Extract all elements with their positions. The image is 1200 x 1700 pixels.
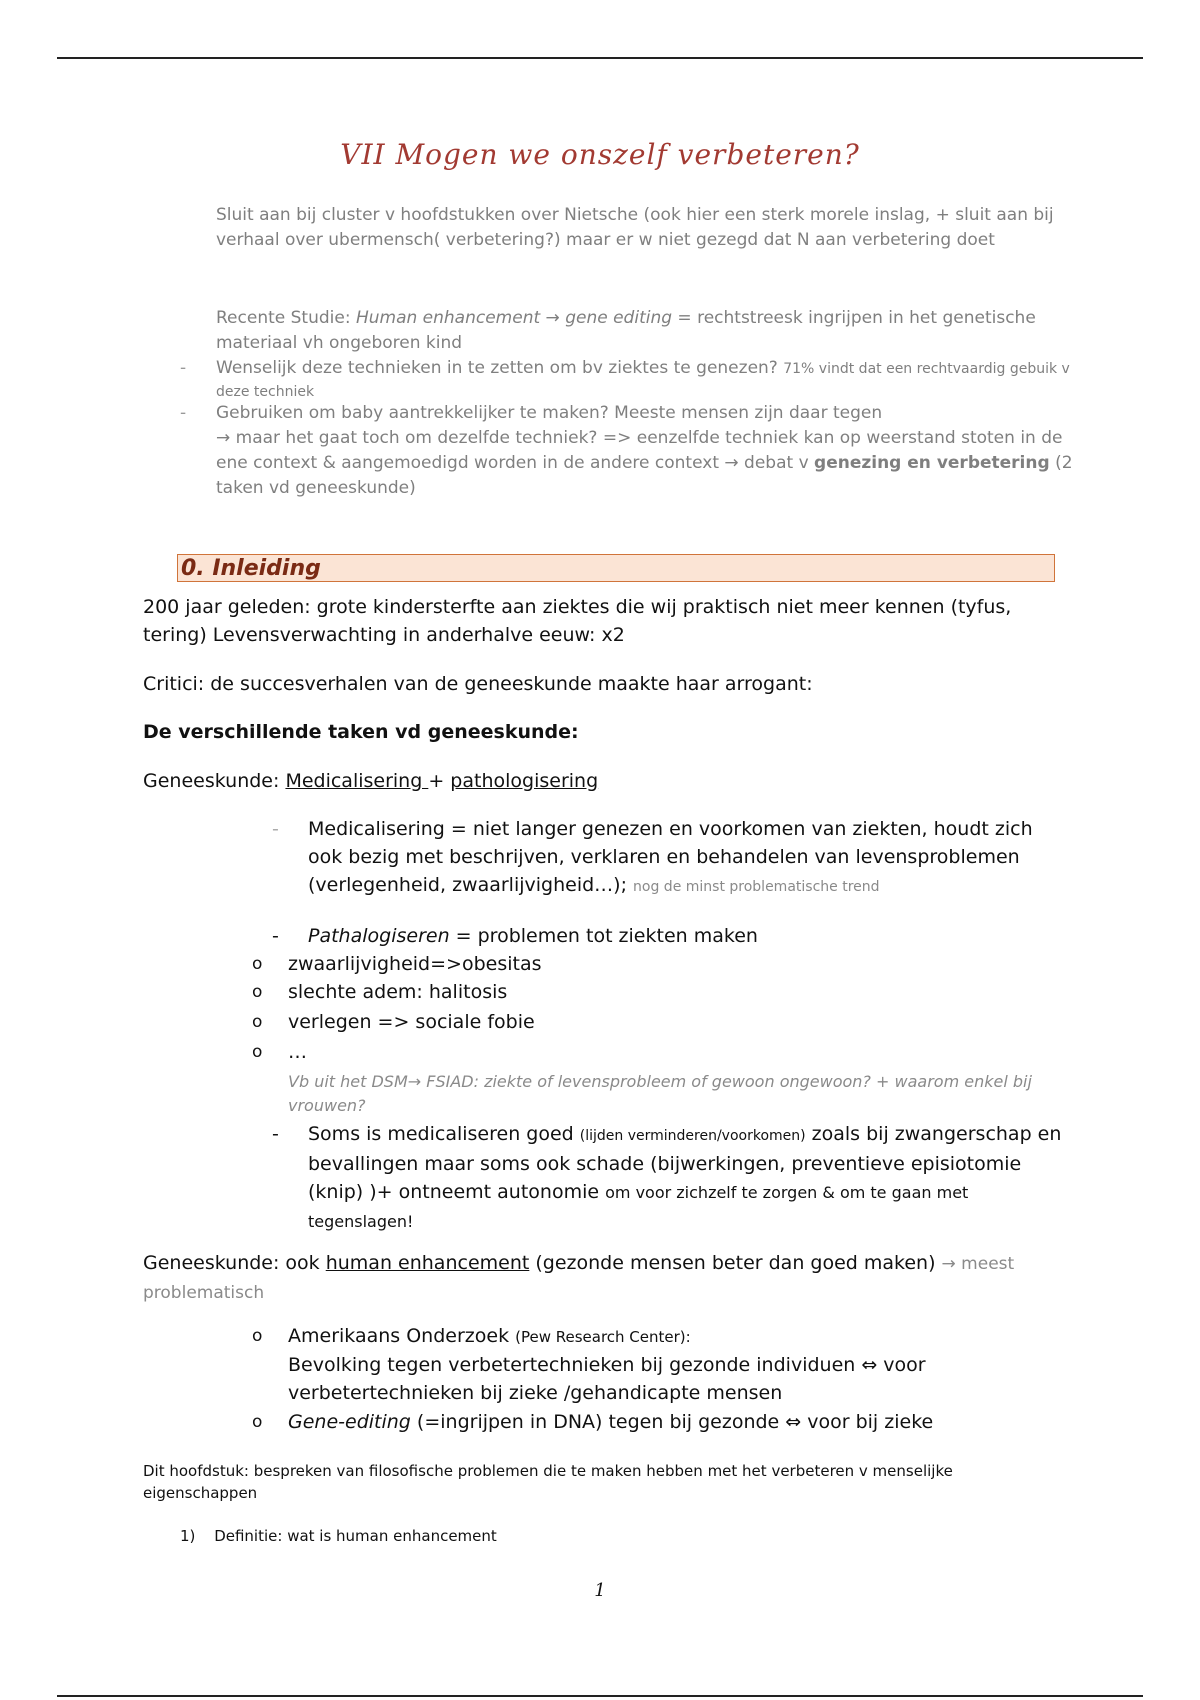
o-bullet: o	[252, 1012, 263, 1032]
o-bullet-amerikaans	[252, 1322, 1048, 1407]
o-bullet: o	[252, 1412, 263, 1432]
intro-prefix: Recente Studie:	[216, 308, 356, 328]
o2-text: slechte adem: halitosis	[288, 981, 508, 1003]
medicalisering-note: nog de minst problematische trend	[633, 879, 880, 895]
pathalogiseren-rest: = problemen tot ziekten maken	[449, 925, 758, 947]
paragraph-critici: Critici: de succesverhalen van de geneeskunde maakte haar arrogant:	[143, 673, 813, 695]
heading-taken: De verschillende taken vd geneeskunde:	[143, 721, 579, 743]
he-underlined: human enhancement	[325, 1252, 530, 1274]
am-line2: Bevolking tegen verbetertechnieken bij gezonde individuen ⇔ voor verbetertechnieken bij zieke /gehandicapte mensen	[288, 1354, 926, 1404]
intro-b1-small: 71% vindt dat een rechtvaardig gebuik v deze techniek	[216, 361, 1070, 400]
section-heading-inleiding: 0. Inleiding	[177, 554, 1055, 582]
intro-b2-text: → maar het gaat toch om dezelfde techniek? => eenzelfde techniek kan op weerstand stoten in de ene context & aangemoedigd worden in de andere context → debat v	[216, 428, 1063, 473]
dash-bullet: -	[180, 403, 187, 423]
top-rule	[57, 57, 1143, 59]
intro-paragraph-2	[216, 306, 1076, 356]
dash-bullet: -	[272, 925, 279, 947]
dash-bullet: -	[180, 358, 187, 378]
o-bullet-2	[252, 978, 508, 1006]
ge-rest: (=ingrijpen in DNA) tegen bij gezonde ⇔ voor bij zieke	[410, 1411, 934, 1433]
soms-text-c: om voor zichzelf te zorgen & om te gaan met tegenslagen!	[308, 1183, 969, 1231]
o3-text: verlegen => sociale fobie	[288, 1011, 535, 1033]
o-bullet-4	[252, 1038, 307, 1066]
am-small: (Pew Research Center):	[515, 1328, 691, 1346]
page-number: 1	[594, 1580, 606, 1601]
intro-text-1: Sluit aan bij cluster v hoofdstukken over Nietsche (ook hier een sterk morele inslag, + sluit aan bij verhaal over ubermensch( verbetering?) maar er w niet gezegd dat N aan verbetering doet	[216, 205, 1054, 250]
intro-b2-tail: (2 taken vd geneeskunde)	[216, 453, 1073, 498]
paragraph-geneeskunde	[143, 767, 598, 795]
page-title: VII Mogen we onszelf verbeteren?	[340, 138, 860, 171]
o-bullet: o	[252, 982, 263, 1002]
o-bullet: o	[252, 1326, 263, 1346]
soms-text-b: zoals bij zwangerschap en bevallingen maar soms ook schade (bijwerkingen, preventieve episiotomie (knip) )+ ontneemt autonomie	[308, 1123, 1062, 1203]
he-gray: → meest problematisch	[143, 1254, 1015, 1303]
o-bullet-gene-editing	[252, 1408, 1048, 1436]
list-item-text: Definitie: wat is human enhancement	[214, 1527, 497, 1545]
intro-b2-bold: genezing en verbetering	[814, 453, 1050, 473]
o-bullet-1	[252, 950, 542, 978]
intro-human-enhancement: Human enhancement	[355, 308, 541, 328]
intro-bullet-2	[180, 401, 1076, 501]
vb-dsm: Vb uit het DSM→ FSIAD: ziekte of levensprobleem of gewoon ongewoon? + waarom enkel bij vrouwen?	[288, 1072, 1032, 1115]
paragraph-dit-hoofdstuk: Dit hoofdstuk: bespreken van filosofische problemen die te maken hebben met het verbeteren v menselijke eigenschappen	[143, 1462, 953, 1502]
intro-paragraph-1	[216, 203, 1076, 253]
intro-arrow: →	[540, 308, 566, 328]
ge-italic: Gene-editing	[288, 1411, 411, 1433]
intro-b2-line2	[216, 426, 1076, 501]
bullet-pathalogiseren	[272, 922, 1038, 950]
am-main: Amerikaans Onderzoek	[288, 1325, 516, 1347]
paragraph-200-jaar: 200 jaar geleden: grote kindersterfte aan ziektes die wij praktisch niet meer kennen (tyfus, tering) Levensverwachting in anderhalve eeuw: x2	[143, 596, 1012, 646]
o-bullet-3	[252, 1008, 535, 1036]
gk-pathologisering: pathologisering	[450, 770, 599, 792]
o4-text: …	[288, 1041, 307, 1063]
medicalisering-text: Medicalisering = niet langer genezen en voorkomen van ziekten, houdt zich ook bezig met beschrijven, verklaren en behandelen van levensproblemen (verlegenheid, zwaarlijvigheid…);	[308, 818, 1033, 896]
bullet-soms	[272, 1120, 1068, 1236]
o1-text: zwaarlijvigheid=>obesitas	[288, 953, 542, 975]
intro-text-2	[216, 306, 1076, 356]
intro-bullet-1	[180, 357, 1076, 403]
he-rest: (gezonde mensen beter dan goed maken)	[529, 1252, 942, 1274]
bullet-medicalisering	[272, 815, 1038, 901]
gk-medicalisering: Medicalisering	[285, 770, 429, 792]
o-bullet: o	[252, 1042, 263, 1062]
dash-bullet: -	[272, 818, 279, 840]
pathalogiseren-term: Pathalogiseren	[308, 925, 450, 947]
intro-b1-main: Wenselijk deze technieken in te zetten om bv ziektes te genezen?	[216, 358, 784, 378]
intro-b2-line1: Gebruiken om baby aantrekkelijker te maken? Meeste mensen zijn daar tegen	[216, 403, 883, 423]
paragraph-human-enhancement	[143, 1249, 1023, 1307]
o-bullet: o	[252, 954, 263, 974]
intro-rest: = rechtstreesk ingrijpen in het genetische materiaal vh ongeboren kind	[216, 308, 1036, 353]
intro-gene-editing: gene editing	[565, 308, 673, 328]
he-prefix: Geneeskunde: ook	[143, 1252, 326, 1274]
gk-prefix: Geneeskunde:	[143, 770, 286, 792]
soms-text-a: Soms is medicaliseren goed	[308, 1123, 580, 1145]
dash-bullet: -	[272, 1123, 279, 1145]
soms-small: (lijden verminderen/voorkomen)	[579, 1128, 806, 1144]
list-number: 1)	[180, 1527, 196, 1545]
bottom-rule	[57, 1695, 1143, 1697]
list-item-1	[180, 1525, 497, 1547]
gk-plus: +	[428, 770, 451, 792]
